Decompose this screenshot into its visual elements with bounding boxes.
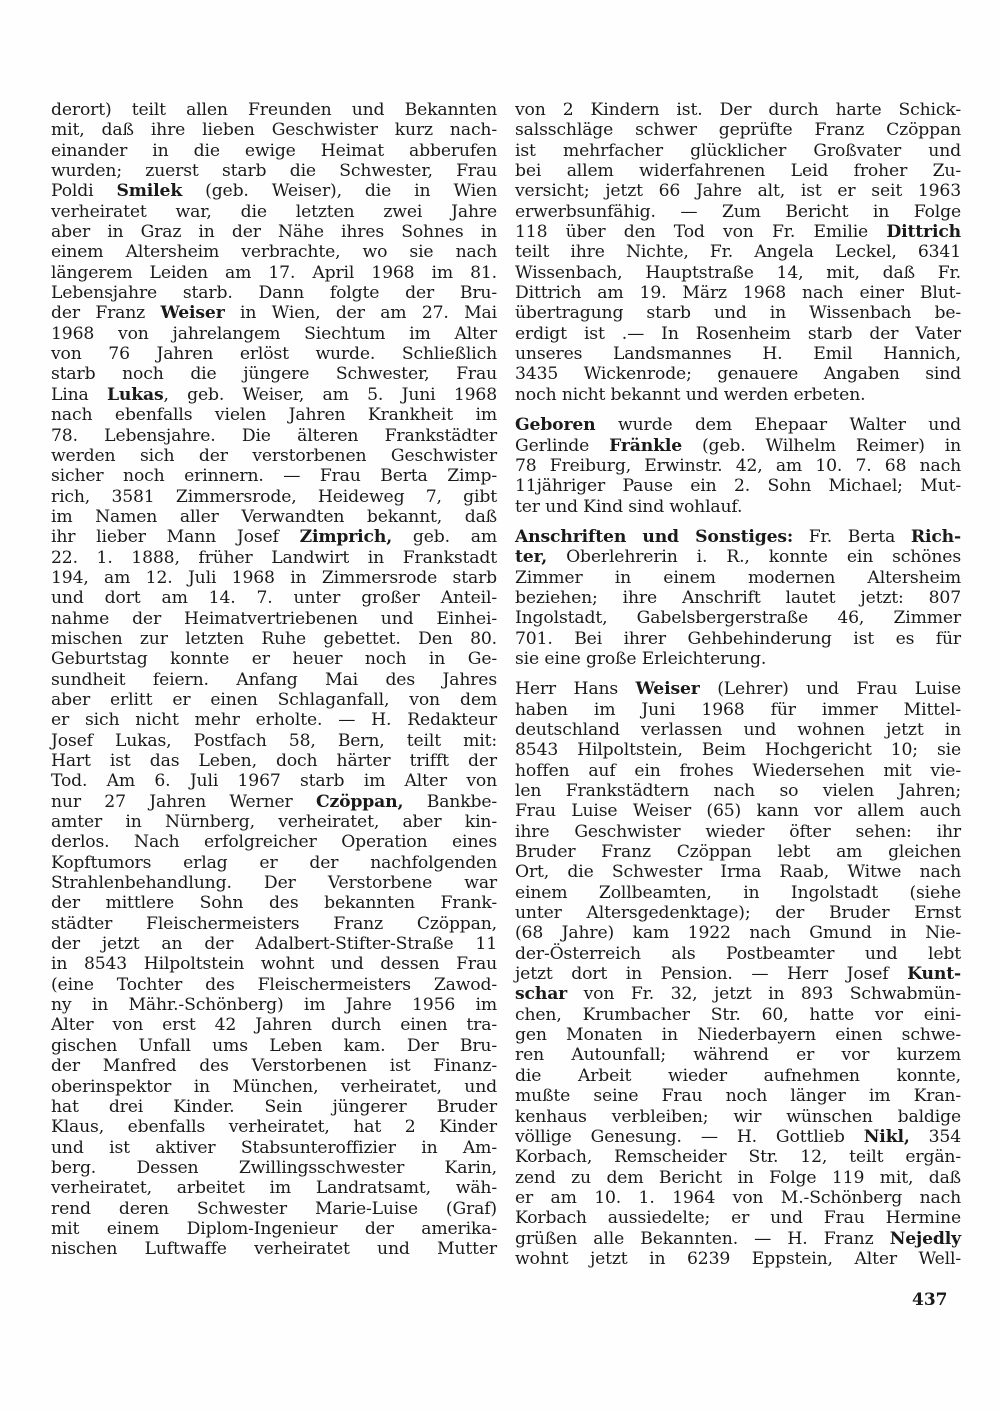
- text-line: einem Zollbeamten, in Ingolstadt (siehe: [515, 882, 961, 903]
- text-line: aber in Graz in der Nähe ihres Sohnes in: [51, 222, 497, 243]
- text-line: Herr Hans Weiser (Lehrer) und Frau Luise: [515, 679, 961, 700]
- text-line: und dort am 14. 7. unter großer Anteil-: [51, 588, 497, 609]
- text-line: oberinspektor in München, verheiratet, und: [51, 1076, 497, 1097]
- bold-name: Fränkle: [609, 435, 683, 456]
- bold-name: Anschriften und Sonstiges:: [515, 526, 794, 547]
- text-line: der jetzt an der Adalbert-Stifter-Straße 11: [51, 934, 497, 955]
- text-line: Strahlenbehandlung. Der Verstorbene war: [51, 873, 497, 894]
- bold-name: Weiser: [160, 303, 225, 324]
- text-line: rend deren Schwester Marie-Luise (Graf): [51, 1198, 497, 1219]
- text-line: die Arbeit wieder aufnehmen konnte,: [515, 1065, 961, 1086]
- text-line: nach ebenfalls vielen Jahren Krankheit im: [51, 405, 497, 426]
- text-line: einem Altersheim verbrachte, wo sie nach: [51, 242, 497, 263]
- text-line: 22. 1. 1888, früher Landwirt in Frankstadt: [51, 547, 497, 568]
- text-line: 8543 Hilpoltstein, Beim Hochgericht 10; sie: [515, 740, 961, 761]
- text-line: jetzt dort in Pension. — Herr Josef Kunt-: [515, 964, 961, 985]
- text-line: kenhaus verbleiben; wir wünschen baldige: [515, 1106, 961, 1127]
- text-line: Geboren wurde dem Ehepaar Walter und: [515, 415, 961, 436]
- text-line: ren Autounfall; während er vor kurzem: [515, 1045, 961, 1066]
- text-line: längerem Leiden am 17. April 1968 im 81.: [51, 262, 497, 283]
- text-line: werden sich der verstorbenen Geschwister: [51, 445, 497, 466]
- right-column: [515, 100, 961, 1269]
- text-line: nur 27 Jahren Werner Czöppan, Bankbe-: [51, 791, 498, 812]
- text-line: haben im Juni 1968 für immer Mittel-: [515, 699, 961, 720]
- text-line: nahme der Heimatvertriebenen und Einhei-: [51, 608, 497, 629]
- text-line: aber erlitt er einen Schlaganfall, von dem: [51, 689, 497, 710]
- text-line: Zimmer in einem modernen Altersheim: [515, 567, 961, 588]
- text-line: ter und Kind sind wohlauf.: [515, 496, 743, 517]
- text-line: bei allem widerfahrenen Leid froher Zu-: [515, 161, 961, 182]
- text-line: mit, daß ihre lieben Geschwister kurz nach-: [51, 120, 497, 141]
- text-line: mit einem Diplom-Ingenieur der amerika-: [51, 1218, 497, 1239]
- text-line: mußte seine Frau noch länger im Kran-: [515, 1086, 961, 1107]
- text-line: 11jähriger Pause ein 2. Sohn Michael; Mut-: [515, 476, 961, 497]
- text-line: der mittlere Sohn des bekannten Frank-: [51, 893, 497, 914]
- text-line: völlige Genesung. — H. Gottlieb Nikl, 354: [515, 1126, 961, 1147]
- text-line: gischen Unfall ums Leben kam. Der Bru-: [51, 1035, 497, 1056]
- text-line: wurden; zuerst starb die Schwester, Frau: [51, 161, 497, 182]
- text-line: Ort, die Schwester Irma Raab, Witwe nach: [515, 862, 961, 883]
- text-line: der Franz Weiser in Wien, der am 27. Mai: [51, 303, 497, 324]
- bold-name: Geboren: [515, 415, 596, 436]
- bold-name: Nikl,: [863, 1126, 910, 1147]
- text-line: ter, Oberlehrerin i. R., konnte ein schönes: [515, 547, 961, 568]
- text-line: amter in Nürnberg, verheiratet, aber kin-: [51, 812, 497, 833]
- text-line: Wissenbach, Hauptstraße 14, mit, daß Fr.: [515, 262, 961, 283]
- text-line: Poldi Smilek (geb. Weiser), die in Wien: [51, 181, 497, 202]
- text-line: Frau Luise Weiser (65) kann vor allem auch: [515, 801, 961, 822]
- text-line: sundheit feiern. Anfang Mai des Jahres: [51, 669, 497, 690]
- text-line: Bruder Franz Czöppan lebt am gleichen: [515, 842, 961, 863]
- text-line: 1968 von jahrelangem Siechtum im Alter: [51, 323, 497, 344]
- text-line: versicht; jetzt 66 Jahre alt, ist er seit 1963: [515, 181, 961, 202]
- paragraph-gap: [515, 405, 961, 415]
- text-line: städter Fleischermeisters Franz Czöppan,: [51, 913, 497, 934]
- text-line: in 8543 Hilpoltstein wohnt und dessen Frau: [51, 954, 497, 975]
- text-line: übertragung starb und in Wissenbach be-: [515, 303, 961, 324]
- bold-name: Weiser: [635, 679, 700, 700]
- text-line: Josef Lukas, Postfach 58, Bern, teilt mit:: [51, 730, 497, 751]
- text-line: erwerbsunfähig. — Zum Bericht in Folge: [515, 201, 961, 222]
- text-line: 701. Bei ihrer Gehbehinderung ist es für: [515, 628, 961, 649]
- left-column: [51, 100, 497, 1260]
- text-line: 78 Freiburg, Erwinstr. 42, am 10. 7. 68 nach: [515, 455, 961, 476]
- page-number: 437: [912, 1290, 948, 1310]
- bold-name: Rich-: [910, 526, 961, 547]
- text-line: von 2 Kindern ist. Der durch harte Schick-: [515, 100, 961, 120]
- text-line: 78. Lebensjahre. Die älteren Frankstädter: [51, 425, 497, 446]
- text-line: unseres Landsmannes H. Emil Hannich,: [515, 344, 961, 365]
- bold-name: Dittrich: [886, 222, 961, 243]
- text-line: sicher noch erinnern. — Frau Berta Zimp-: [51, 466, 497, 487]
- text-line: schar von Fr. 32, jetzt in 893 Schwabmün-: [515, 984, 961, 1005]
- text-line: 194, am 12. Juli 1968 in Zimmersrode starb: [51, 567, 497, 588]
- text-line: Gerlinde Fränkle (geb. Wilhelm Reimer) in: [515, 435, 961, 456]
- paragraph-gap: [515, 669, 961, 679]
- text-line: beziehen; ihre Anschrift lautet jetzt: 807: [515, 587, 961, 608]
- text-line: unter Altersgedenktage); der Bruder Ernst: [515, 903, 961, 924]
- bold-name: schar: [515, 984, 568, 1005]
- text-line: berg. Dessen Zwillingsschwester Karin,: [51, 1157, 497, 1178]
- text-line: der Manfred des Verstorbenen ist Finanz-: [51, 1056, 497, 1077]
- bold-name: Kunt-: [907, 964, 961, 985]
- text-line: Korbach, Remscheider Str. 12, teilt ergän-: [515, 1147, 961, 1168]
- text-line: ihre Geschwister wieder öfter sehen: ihr: [515, 821, 961, 842]
- text-line: 3435 Wickenrode; genauere Angaben sind: [515, 364, 961, 385]
- text-line: er am 10. 1. 1964 von M.-Schönberg nach: [515, 1187, 961, 1208]
- text-line: der-Österreich als Postbeamter und lebt: [515, 943, 961, 964]
- text-line: (68 Jahre) kam 1922 nach Gmund in Nie-: [515, 923, 961, 944]
- text-line: hoffen auf ein frohes Wiedersehen mit vie-: [515, 760, 961, 781]
- text-line: Alter von erst 42 Jahren durch einen tra-: [51, 1015, 497, 1036]
- text-line: ist mehrfacher glücklicher Großvater und: [515, 140, 961, 161]
- bold-name: Lukas: [106, 384, 164, 405]
- text-line: Dittrich am 19. März 1968 nach einer Blut-: [515, 283, 961, 304]
- text-line: nischen Luftwaffe verheiratet und Mutter: [51, 1239, 497, 1260]
- text-line: Geburtstag konnte er heuer noch in Ge-: [51, 649, 497, 670]
- text-line: Lebensjahre starb. Dann folgte der Bru-: [51, 283, 497, 304]
- text-line: len Frankstädtern nach so vielen Jahren;: [515, 781, 961, 801]
- text-line: er sich nicht mehr erholte. — H. Redakteur: [51, 710, 497, 731]
- text-line: Ingolstadt, Gabelsbergerstraße 46, Zimmer: [515, 608, 961, 629]
- text-line: von 76 Jahren erlöst wurde. Schließlich: [51, 344, 497, 365]
- text-line: starb noch die jüngere Schwester, Frau: [51, 364, 497, 385]
- text-line: zend zu dem Bericht in Folge 119 mit, daß: [515, 1167, 961, 1188]
- text-line: Korbach aussiedelte; er und Frau Hermine: [515, 1208, 961, 1229]
- text-line: Kopftumors erlag er der nachfolgenden: [51, 852, 497, 873]
- text-line: im Namen aller Verwandten bekannt, daß: [51, 506, 497, 527]
- text-line: und ist aktiver Stabsunteroffizier in Am-: [51, 1137, 497, 1158]
- text-line: erdigt ist .— In Rosenheim starb der Vater: [515, 323, 961, 344]
- text-line: (eine Tochter des Fleischermeisters Zawod-: [51, 974, 497, 995]
- text-line: verheiratet, arbeitet im Landratsamt, wäh-: [51, 1178, 497, 1199]
- text-line: salsschläge schwer geprüfte Franz Czöppan: [515, 120, 961, 141]
- text-line: Tod. Am 6. Juli 1967 starb im Alter von: [51, 771, 497, 792]
- text-line: deutschland verlassen und wohnen jetzt in: [515, 719, 961, 740]
- text-line: derort) teilt allen Freunden und Bekannten: [51, 100, 497, 120]
- bold-name: ter,: [515, 547, 548, 568]
- text-line: Lina Lukas, geb. Weiser, am 5. Juni 1968: [51, 384, 497, 405]
- text-line: wohnt jetzt in 6239 Eppstein, Alter Well-: [515, 1248, 961, 1269]
- text-line: hat drei Kinder. Sein jüngerer Bruder: [51, 1096, 497, 1117]
- text-line: verheiratet war, die letzten zwei Jahre: [51, 201, 497, 222]
- text-line: gen Monaten in Niederbayern einen schwe-: [515, 1025, 961, 1046]
- text-line: noch nicht bekannt und werden erbeten.: [515, 384, 866, 405]
- text-line: ihr lieber Mann Josef Zimprich, geb. am: [51, 527, 497, 548]
- text-line: Hart ist das Leben, doch härter trifft der: [51, 751, 497, 771]
- text-line: teilt ihre Nichte, Fr. Angela Leckel, 6341: [515, 242, 961, 263]
- text-line: rich, 3581 Zimmersrode, Heideweg 7, gibt: [51, 486, 497, 507]
- text-line: chen, Krumbacher Str. 60, hatte vor eini-: [515, 1004, 961, 1025]
- text-line: einander in die ewige Heimat abberufen: [51, 140, 497, 161]
- text-line: Anschriften und Sonstiges: Fr. Berta Rich-: [515, 526, 961, 547]
- bold-name: Nejedly: [889, 1228, 961, 1249]
- text-line: Klaus, ebenfalls verheiratet, hat 2 Kinder: [51, 1117, 497, 1138]
- text-line: sie eine große Erleichterung.: [515, 648, 767, 669]
- text-line: derlos. Nach erfolgreicher Operation eines: [51, 832, 497, 853]
- text-line: mischen zur letzten Ruhe gebettet. Den 80.: [51, 628, 497, 649]
- bold-name: Czöppan,: [315, 791, 404, 812]
- bold-name: Smilek: [116, 181, 183, 202]
- paragraph-gap: [515, 517, 961, 527]
- bold-name: Zimprich,: [299, 527, 393, 548]
- text-line: grüßen alle Bekannten. — H. Franz Nejedly: [515, 1228, 961, 1249]
- text-line: ny in Mähr.-Schönberg) im Jahre 1956 im: [51, 995, 497, 1016]
- text-line: 118 über den Tod von Fr. Emilie Dittrich: [515, 222, 961, 243]
